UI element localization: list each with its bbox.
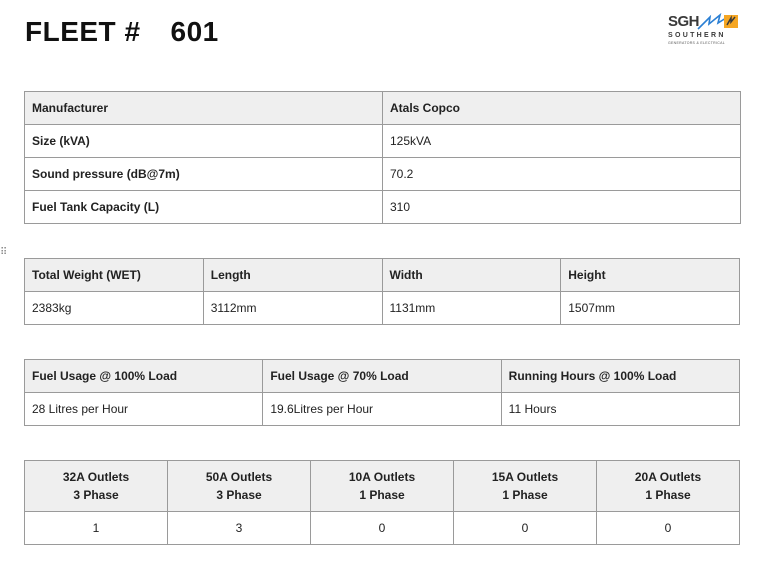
outlet-type: 50A Outlets [205,470,273,484]
table-row [25,191,741,224]
logo-mark: SGH [668,13,700,30]
column-header: Width [382,259,561,292]
column-header [454,461,597,512]
outlet-type: 15A Outlets [491,470,559,484]
column-header: Height [561,259,740,292]
column-header: Length [203,259,382,292]
column-header [311,461,454,512]
logo-lightning-icon [696,13,740,31]
table-row [25,393,740,426]
logo-name: SOUTHERN [668,32,726,39]
table-cell: 3 [168,512,311,545]
table-cell: 0 [454,512,597,545]
fleet-label: FLEET # [25,16,141,47]
outlet-phase: 1 Phase [359,488,405,502]
table-cell: 0 [597,512,740,545]
outlet-phase: 3 Phase [216,488,262,502]
table-cell: 1131mm [382,292,561,325]
fuel-table [24,359,740,426]
table-cell: 28 Litres per Hour [25,393,263,426]
spec-label: Size (kVA) [25,125,383,158]
outlet-phase: 1 Phase [645,488,691,502]
table-cell: 2383kg [25,292,204,325]
outlet-type: 10A Outlets [348,470,416,484]
page-title [25,16,219,48]
outlet-phase: 3 Phase [73,488,119,502]
dimensions-table [24,258,740,325]
table-row [25,92,741,125]
table-cell: 19.6Litres per Hour [263,393,501,426]
spec-value: 70.2 [383,158,741,191]
column-header [25,461,168,512]
drag-handle-icon[interactable]: ⠿ [0,247,8,258]
logo-tagline: GENERATORS & ELECTRICAL [668,41,725,45]
fleet-number: 601 [170,16,219,47]
outlet-type: 20A Outlets [634,470,702,484]
table-cell: 11 Hours [501,393,739,426]
table-row [25,292,740,325]
outlet-phase: 1 Phase [502,488,548,502]
table-row [25,158,741,191]
column-header [597,461,740,512]
spec-label: Sound pressure (dB@7m) [25,158,383,191]
column-header [168,461,311,512]
table-cell: 1507mm [561,292,740,325]
table-cell: 0 [311,512,454,545]
table-cell: 3112mm [203,292,382,325]
spec-label: Manufacturer [25,92,383,125]
spec-label: Fuel Tank Capacity (L) [25,191,383,224]
spec-value: 310 [383,191,741,224]
spec-value: Atals Copco [383,92,741,125]
outlet-type: 32A Outlets [62,470,130,484]
table-row [25,512,740,545]
spec-value: 125kVA [383,125,741,158]
outlets-table [24,460,740,545]
table-header-row [25,259,740,292]
table-header-row [25,360,740,393]
column-header: Total Weight (WET) [25,259,204,292]
company-logo [668,13,740,47]
column-header: Running Hours @ 100% Load [501,360,739,393]
table-header-row [25,461,740,512]
table-cell: 1 [25,512,168,545]
column-header: Fuel Usage @ 70% Load [263,360,501,393]
table-row [25,125,741,158]
specs-table [24,91,741,224]
column-header: Fuel Usage @ 100% Load [25,360,263,393]
